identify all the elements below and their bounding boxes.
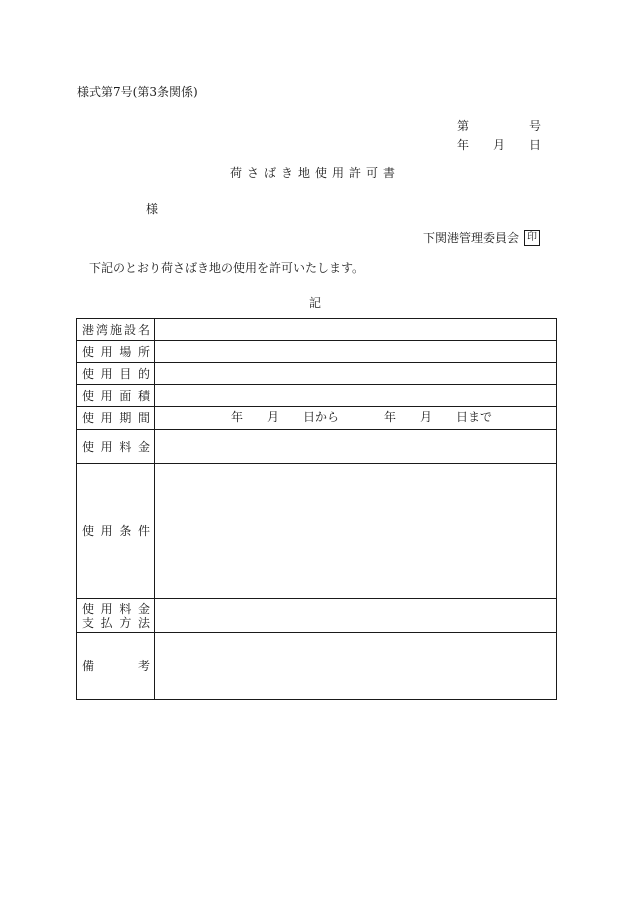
period-month-2: 月 (420, 410, 433, 424)
location-field[interactable] (155, 341, 557, 363)
remarks-field[interactable] (155, 633, 557, 700)
label-cell (77, 385, 155, 407)
table-row (77, 341, 557, 363)
conditions-label: 使用条件 (82, 524, 150, 538)
document-title: 荷さばき地使用許可書 (229, 166, 400, 180)
label-cell (77, 599, 155, 633)
period-field[interactable] (155, 407, 557, 430)
table-row (77, 599, 557, 633)
remarks-label: 備考 (82, 659, 150, 673)
area-field[interactable] (155, 385, 557, 407)
number-prefix: 第 (457, 119, 470, 133)
label-cell (77, 407, 155, 430)
label-cell (77, 430, 155, 464)
purpose-field[interactable] (155, 363, 557, 385)
payment-method-field[interactable] (155, 599, 557, 633)
facility-name-label: 港湾施設名 (82, 322, 150, 337)
table-row (77, 385, 557, 407)
number-suffix: 号 (529, 119, 542, 133)
permit-table (76, 318, 557, 700)
addressee-suffix: 様 (146, 202, 159, 216)
label-cell (77, 464, 155, 599)
body-text: 下記のとおり荷さばき地の使用を許可いたします。 (89, 261, 365, 275)
period-to: 日まで (456, 410, 493, 424)
date-day: 日 (529, 138, 542, 152)
period-year-1: 年 (231, 410, 244, 424)
location-label: 使用場所 (82, 344, 150, 359)
label-cell (77, 633, 155, 700)
payment-label-line2: 支払方法 (82, 615, 150, 630)
label-cell (77, 319, 155, 341)
table-row (77, 464, 557, 599)
fee-label: 使用料金 (82, 439, 150, 454)
period-from: 日から (303, 410, 340, 424)
period-year-2: 年 (384, 410, 397, 424)
table-row (77, 363, 557, 385)
purpose-label: 使用目的 (82, 366, 150, 381)
table-row (77, 430, 557, 464)
ki-heading: 記 (308, 296, 321, 310)
facility-name-field[interactable] (155, 319, 557, 341)
form-number: 様式第7号(第3条関係) (77, 85, 198, 99)
period-label: 使用期間 (82, 411, 150, 425)
issuer-name: 下関港管理委員会 (423, 231, 520, 245)
label-cell (77, 363, 155, 385)
table-row (77, 407, 557, 430)
area-label: 使用面積 (82, 388, 150, 403)
conditions-field[interactable] (155, 464, 557, 599)
period-month-1: 月 (267, 410, 280, 424)
payment-label-line1: 使用料金 (82, 601, 150, 616)
fee-field[interactable] (155, 430, 557, 464)
date-month: 月 (493, 138, 506, 152)
table-row (77, 633, 557, 700)
label-cell (77, 341, 155, 363)
date-year: 年 (457, 138, 470, 152)
table-row (77, 319, 557, 341)
seal-mark: 印 (524, 230, 540, 246)
